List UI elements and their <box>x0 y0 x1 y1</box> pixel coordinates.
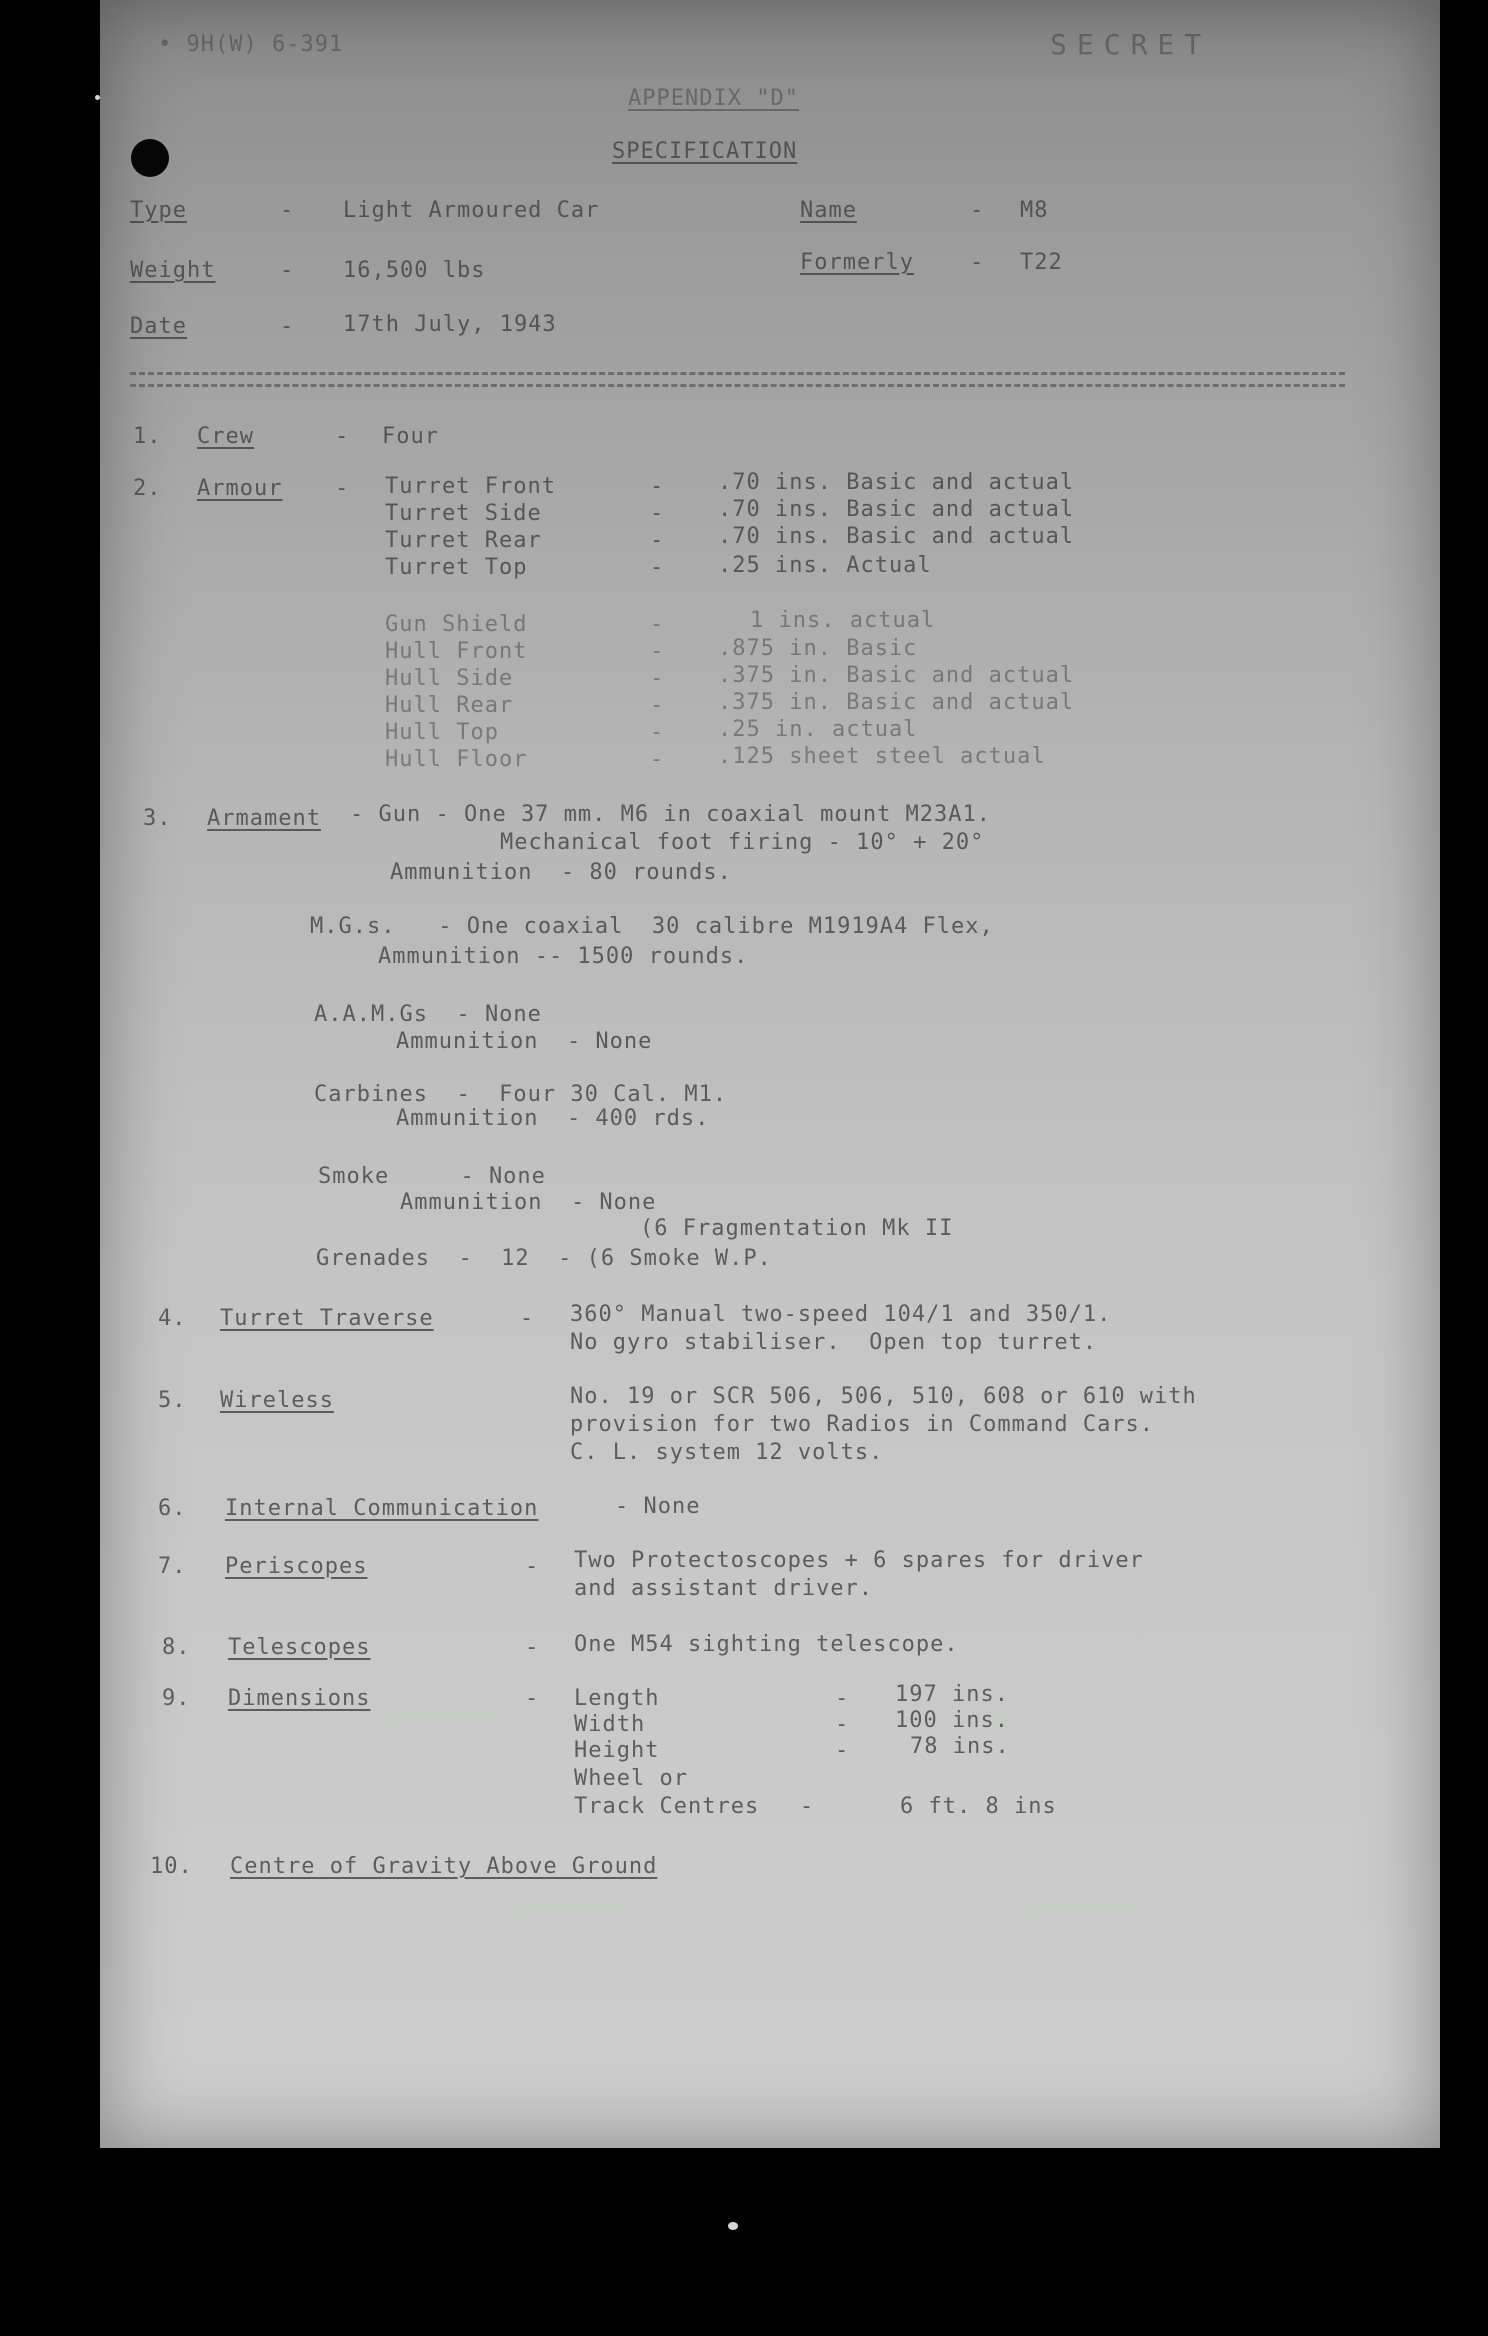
date-value: 17th July, 1943 <box>343 312 557 337</box>
armour-item: Hull Top <box>385 720 499 745</box>
section-number: 6. <box>158 1496 187 1521</box>
armour-item: Turret Side <box>385 501 542 526</box>
dimension-value: 6 ft. 8 ins <box>900 1794 1057 1819</box>
section-number: 8. <box>162 1635 191 1660</box>
armour-value: .375 in. Basic and actual <box>718 690 1075 715</box>
dimension-item: Width <box>574 1712 646 1737</box>
dimensions-number: 9. <box>162 1686 191 1711</box>
armour-value: .70 ins. Basic and actual <box>718 497 1075 522</box>
section-line: provision for two Radios in Command Cars. <box>570 1412 1155 1437</box>
name-value: M8 <box>1020 198 1049 223</box>
armour-item: Gun Shield <box>385 612 528 637</box>
mg-line: M.G.s. - One coaxial 30 calibre M1919A4 Flex, <box>310 914 994 939</box>
armour-value: .125 sheet steel actual <box>718 744 1046 769</box>
section-line: 360° Manual two-speed 104/1 and 350/1. <box>570 1302 1112 1327</box>
grenades-line: Grenades - 12 - (6 Smoke W.P. <box>316 1246 772 1271</box>
grenades-fragmentation: (6 Fragmentation Mk II <box>640 1216 954 1241</box>
mg-ammunition: Ammunition -- 1500 rounds. <box>378 944 749 969</box>
document-reference: • 9H(W) 6-391 <box>158 32 344 57</box>
dimension-item: Wheel or <box>574 1766 688 1791</box>
armour-value: 1 ins. actual <box>750 608 936 633</box>
dimension-item: Height <box>574 1738 660 1763</box>
section-label-turret-traverse: Turret Traverse <box>220 1306 434 1331</box>
armour-number: 2. <box>133 476 162 501</box>
armour-item: Hull Rear <box>385 693 514 718</box>
smoke-ammunition: Ammunition - None <box>400 1190 657 1215</box>
armour-value: .25 in. actual <box>718 717 918 742</box>
armour-item: Hull Front <box>385 639 528 664</box>
armour-item: Turret Top <box>385 555 528 580</box>
type-label: Type <box>130 198 187 223</box>
armour-item: Hull Side <box>385 666 514 691</box>
weight-value: 16,500 lbs <box>343 258 486 283</box>
section-label-periscopes: Periscopes <box>225 1554 368 1579</box>
section-line: Two Protectoscopes + 6 spares for driver <box>574 1548 1144 1573</box>
carbines-line: Carbines - Four 30 Cal. M1. <box>314 1082 728 1107</box>
armament-label: Armament <box>207 806 321 831</box>
section-line: One M54 sighting telescope. <box>574 1632 959 1657</box>
dimensions-label: Dimensions <box>228 1686 371 1711</box>
punch-hole <box>131 139 169 177</box>
section-number: 5. <box>158 1388 187 1413</box>
type-value: Light Armoured Car <box>343 198 600 223</box>
gun-line-2: Mechanical foot firing - 10° + 20° <box>500 830 985 855</box>
film-speck <box>728 2222 738 2230</box>
armour-value: .375 in. Basic and actual <box>718 663 1075 688</box>
section-line: C. L. system 12 volts. <box>570 1440 884 1465</box>
section-number: 7. <box>158 1554 187 1579</box>
page-title: SPECIFICATION <box>612 139 798 164</box>
crew-value: Four <box>382 424 439 449</box>
section-line: No gyro stabiliser. Open top turret. <box>570 1330 1098 1355</box>
gun-line: - Gun - One 37 mm. M6 in coaxial mount M23A1. <box>350 802 992 827</box>
formerly-label: Formerly <box>800 250 914 275</box>
section-value: - None <box>615 1494 701 1519</box>
crew-label: Crew <box>197 424 254 449</box>
film-speck <box>95 95 100 100</box>
gravity-label: Centre of Gravity Above Ground <box>230 1854 658 1879</box>
armour-item: Hull Floor <box>385 747 528 772</box>
armour-value: .875 in. Basic <box>718 636 918 661</box>
armour-value: .70 ins. Basic and actual <box>718 524 1075 549</box>
dimension-item: Length <box>574 1686 660 1711</box>
classification-marking: SECRET <box>1050 28 1212 61</box>
section-line: No. 19 or SCR 506, 506, 510, 608 or 610 with <box>570 1384 1197 1409</box>
armour-item: Turret Front <box>385 474 556 499</box>
crew-number: 1. <box>133 424 162 449</box>
aamg-line: A.A.M.Gs - None <box>314 1002 542 1027</box>
section-label-wireless: Wireless <box>220 1388 334 1413</box>
aamg-ammunition: Ammunition - None <box>396 1029 653 1054</box>
date-label: Date <box>130 314 187 339</box>
gun-ammunition: Ammunition - 80 rounds. <box>390 860 732 885</box>
section-label-telescopes: Telescopes <box>228 1635 371 1660</box>
armour-label: Armour <box>197 476 283 501</box>
armour-item: Turret Rear <box>385 528 542 553</box>
weight-label: Weight <box>130 258 216 283</box>
separator-rule <box>130 372 1345 375</box>
carbines-ammunition: Ammunition - 400 rds. <box>396 1106 710 1131</box>
smoke-line: Smoke - None <box>318 1164 546 1189</box>
formerly-value: T22 <box>1020 250 1063 275</box>
separator-rule <box>130 384 1345 387</box>
document-sheet <box>100 0 1440 2148</box>
armour-value: .25 ins. Actual <box>718 553 932 578</box>
armour-value: .70 ins. Basic and actual <box>718 470 1075 495</box>
dimension-item: Track Centres <box>574 1794 760 1819</box>
dimension-value: 78 ins. <box>910 1734 1010 1759</box>
section-label-internal-communication: Internal Communication <box>225 1496 539 1521</box>
section-line: and assistant driver. <box>574 1576 874 1601</box>
gravity-number: 10. <box>150 1854 193 1879</box>
dimension-value: 100 ins. <box>895 1708 1009 1733</box>
name-label: Name <box>800 198 857 223</box>
appendix-heading: APPENDIX "D" <box>628 86 799 111</box>
section-number: 4. <box>158 1306 187 1331</box>
dimension-value: 197 ins. <box>895 1682 1009 1707</box>
armament-number: 3. <box>143 806 172 831</box>
